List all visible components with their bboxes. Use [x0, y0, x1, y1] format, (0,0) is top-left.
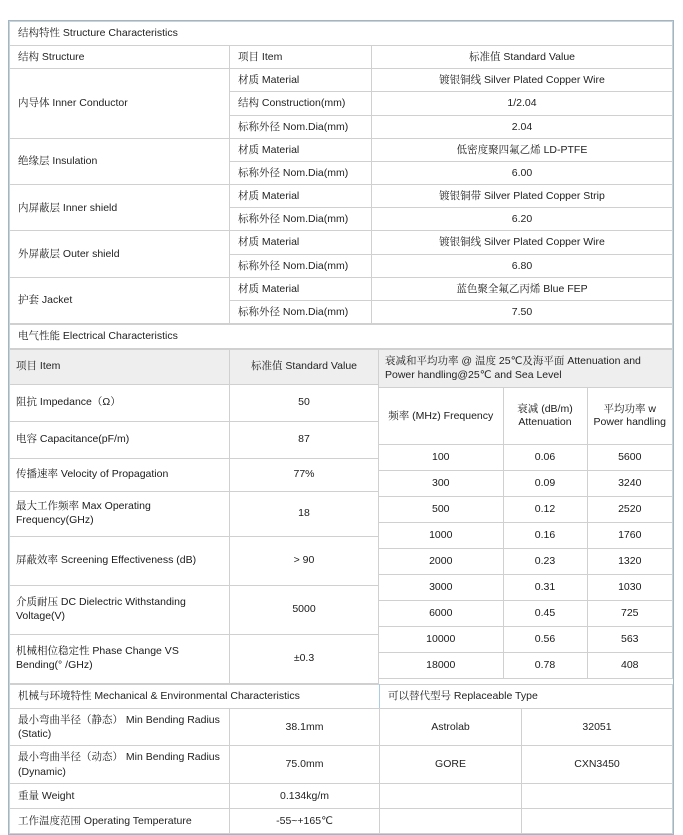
electrical-property-value: > 90 — [230, 537, 379, 586]
structure-item-value: 低密度聚四氟乙烯 LD-PTFE — [372, 138, 673, 161]
table-row — [10, 69, 673, 92]
electrical-property-value: 77% — [230, 459, 379, 492]
structure-item-label: 标称外径 Nom.Dia(mm) — [230, 254, 372, 277]
table-row — [10, 422, 379, 459]
replaceable-part-number: 32051 — [522, 709, 673, 746]
electrical-property-name — [10, 537, 230, 586]
property-name-en: Min Bending Radius (Static) — [18, 714, 220, 741]
table-row — [379, 653, 673, 679]
replaceable-part-number — [522, 808, 673, 833]
table-row — [10, 231, 673, 254]
structure-header-standard-value: 标准值 Standard Value — [372, 46, 673, 69]
power-header-en2: handling — [626, 416, 666, 429]
table-row — [10, 277, 673, 300]
electrical-property-value: 87 — [230, 422, 379, 459]
structure-item-label: 标称外径 Nom.Dia(mm) — [230, 115, 372, 138]
electrical-property-name — [10, 385, 230, 422]
structure-characteristics-table — [9, 21, 673, 324]
attenuation-value: 0.06 — [503, 445, 587, 471]
attenuation-condition-label — [379, 350, 673, 388]
frequency-value: 18000 — [379, 653, 503, 679]
power-header-en: Power — [593, 416, 624, 429]
electrical-property-value: ±0.3 — [230, 635, 379, 684]
structure-group-name: 外屏蔽层 Outer shield — [10, 231, 230, 277]
property-name-cn: 最小弯曲半径（静态） — [18, 714, 123, 727]
structure-item-label: 标称外径 Nom.Dia(mm) — [230, 161, 372, 184]
attenuation-header-frequency — [379, 388, 503, 445]
attenuation-condition-en: Attenuation and Power handling@25℃ and Sea Level — [385, 355, 641, 381]
power-value: 725 — [587, 601, 673, 627]
table-row — [10, 709, 673, 746]
frequency-value: 300 — [379, 471, 503, 497]
structure-item-value: 镀银铜线 Silver Plated Copper Wire — [372, 231, 673, 254]
electrical-characteristics-body — [9, 349, 673, 684]
electrical-property-name — [10, 422, 230, 459]
attenuation-value: 0.78 — [503, 653, 587, 679]
electrical-banner-table — [9, 324, 673, 349]
structure-item-value: 镀银铜带 Silver Plated Copper Strip — [372, 185, 673, 208]
attenuation-value: 0.45 — [503, 601, 587, 627]
table-row — [10, 385, 379, 422]
structure-item-label: 材质 Material — [230, 69, 372, 92]
attenuation-value: 0.56 — [503, 627, 587, 653]
table-row — [10, 783, 673, 808]
mechanical-property-name — [10, 709, 230, 746]
structure-column-headers — [10, 46, 673, 69]
property-name-en: Min Bending Radius (Dynamic) — [18, 751, 220, 778]
table-row — [10, 459, 379, 492]
structure-item-value: 7.50 — [372, 300, 673, 323]
attenuation-panel — [379, 349, 673, 684]
mechanical-property-name — [10, 746, 230, 783]
mechanical-property-value: 75.0mm — [230, 746, 380, 783]
attenuation-header-en: Attenuation — [518, 416, 572, 429]
property-name-cn: 屏蔽效率 Screening Effectiveness (dB) — [16, 554, 197, 567]
property-name-cn: 电容 Capacitance(pF/m) — [16, 433, 130, 446]
structure-group-name: 绝缘层 Insulation — [10, 138, 230, 184]
electrical-properties-panel — [9, 349, 379, 684]
frequency-value: 500 — [379, 497, 503, 523]
structure-group-name: 内屏蔽层 Inner shield — [10, 185, 230, 231]
table-row — [379, 549, 673, 575]
structure-header-item: 项目 Item — [230, 46, 372, 69]
attenuation-condition-header — [379, 350, 673, 388]
property-name-en: Phase Change VS Bending(° /GHz) — [16, 645, 179, 672]
electrical-property-name — [10, 459, 230, 492]
frequency-header-cn: 频率 (MHz) — [388, 409, 441, 422]
mechanical-characteristics-table — [9, 684, 673, 834]
property-name-cn: 介质耐压 DC — [16, 596, 77, 609]
frequency-value: 10000 — [379, 627, 503, 653]
electrical-property-name — [10, 586, 230, 635]
structure-item-label: 标称外径 Nom.Dia(mm) — [230, 208, 372, 231]
replaceable-brand — [380, 783, 522, 808]
table-row — [10, 746, 673, 783]
structure-group-name: 内导体 Inner Conductor — [10, 69, 230, 139]
mechanical-property-name — [10, 783, 230, 808]
table-row — [10, 138, 673, 161]
structure-item-label: 结构 Construction(mm) — [230, 92, 372, 115]
replaceable-banner-label: 可以替代型号 Replaceable Type — [380, 685, 673, 709]
structure-header-structure: 结构 Structure — [10, 46, 230, 69]
power-value: 408 — [587, 653, 673, 679]
property-name-cn: 工作温度范围 Operating Temperature — [18, 814, 192, 827]
electrical-property-value: 50 — [230, 385, 379, 422]
frequency-value: 2000 — [379, 549, 503, 575]
attenuation-condition-cn: 衰减和平均功率 @ 温度 25℃及海平面 — [385, 355, 565, 368]
frequency-value: 3000 — [379, 575, 503, 601]
mechanical-property-value: 0.134kg/m — [230, 783, 380, 808]
electrical-properties-table — [9, 349, 379, 684]
table-row — [379, 497, 673, 523]
table-row — [10, 586, 379, 635]
electrical-section-banner — [10, 325, 673, 349]
mechanical-property-name — [10, 808, 230, 833]
mechanical-banner-label: 机械与环境特性 Mechanical & Environmental Characteristics — [10, 685, 380, 709]
property-name-cn: 重量 Weight — [18, 789, 75, 802]
replaceable-part-number — [522, 783, 673, 808]
table-row — [379, 523, 673, 549]
attenuation-table — [379, 349, 673, 679]
replaceable-brand: GORE — [380, 746, 522, 783]
electrical-property-name — [10, 635, 230, 684]
structure-item-label: 材质 Material — [230, 277, 372, 300]
table-row — [379, 471, 673, 497]
structure-item-value: 1/2.04 — [372, 92, 673, 115]
frequency-value: 6000 — [379, 601, 503, 627]
structure-group-name: 护套 Jacket — [10, 277, 230, 323]
electrical-banner-label: 电气性能 Electrical Characteristics — [10, 325, 673, 349]
property-name-cn: 最小弯曲半径（动态） — [18, 751, 123, 764]
structure-item-value: 镀银铜线 Silver Plated Copper Wire — [372, 69, 673, 92]
attenuation-column-headers — [379, 388, 673, 445]
property-name-cn: 阻抗 Impedance（Ω） — [16, 396, 121, 409]
table-row — [379, 627, 673, 653]
power-value: 3240 — [587, 471, 673, 497]
property-name-en: Max Operating Frequency(GHz) — [16, 500, 151, 527]
electrical-property-name — [10, 492, 230, 537]
structure-item-label: 材质 Material — [230, 185, 372, 208]
attenuation-value: 0.31 — [503, 575, 587, 601]
replaceable-brand: Astrolab — [380, 709, 522, 746]
power-value: 5600 — [587, 445, 673, 471]
attenuation-header-attenuation — [503, 388, 587, 445]
power-value: 1760 — [587, 523, 673, 549]
power-header-cn: 平均功率 w — [603, 402, 656, 415]
table-row — [10, 808, 673, 833]
table-row — [379, 601, 673, 627]
mechanical-property-value: 38.1mm — [230, 709, 380, 746]
attenuation-header-power — [587, 388, 673, 445]
structure-banner-label: 结构特性 Structure Characteristics — [10, 22, 673, 46]
frequency-header-en: Frequency — [443, 409, 494, 422]
replaceable-brand — [380, 808, 522, 833]
table-row — [10, 635, 379, 684]
attenuation-value: 0.12 — [503, 497, 587, 523]
attenuation-value: 0.09 — [503, 471, 587, 497]
structure-item-value: 2.04 — [372, 115, 673, 138]
table-row — [379, 575, 673, 601]
property-name-cn: 最大工作频率 — [16, 500, 79, 513]
attenuation-header-cn: 衰减 (dB/m) — [517, 402, 573, 415]
table-row — [379, 445, 673, 471]
structure-item-value: 6.00 — [372, 161, 673, 184]
property-name-en: Dielectric Withstanding Voltage(V) — [16, 596, 186, 623]
structure-item-label: 标称外径 Nom.Dia(mm) — [230, 300, 372, 323]
electrical-header-standard-value: 标准值 Standard Value — [230, 350, 379, 385]
power-value: 1030 — [587, 575, 673, 601]
structure-section-banner — [10, 22, 673, 46]
power-value: 2520 — [587, 497, 673, 523]
property-name-cn: 传播速率 Velocity of Propagation — [16, 468, 169, 481]
table-row — [10, 492, 379, 537]
frequency-value: 1000 — [379, 523, 503, 549]
structure-item-value: 6.20 — [372, 208, 673, 231]
power-value: 563 — [587, 627, 673, 653]
power-value: 1320 — [587, 549, 673, 575]
table-row — [10, 185, 673, 208]
electrical-property-value: 18 — [230, 492, 379, 537]
table-row — [10, 537, 379, 586]
mechanical-property-value: -55~+165℃ — [230, 808, 380, 833]
structure-item-value: 6.80 — [372, 254, 673, 277]
property-name-cn: 机械相位稳定性 — [16, 645, 90, 658]
electrical-property-value: 5000 — [230, 586, 379, 635]
structure-item-label: 材质 Material — [230, 231, 372, 254]
attenuation-value: 0.23 — [503, 549, 587, 575]
replaceable-part-number: CXN3450 — [522, 746, 673, 783]
frequency-value: 100 — [379, 445, 503, 471]
specification-sheet — [8, 20, 674, 835]
electrical-column-headers — [10, 350, 379, 385]
attenuation-value: 0.16 — [503, 523, 587, 549]
mechanical-section-banner — [10, 685, 673, 709]
electrical-header-item: 项目 Item — [10, 350, 230, 385]
structure-item-value: 蓝色聚全氟乙丙烯 Blue FEP — [372, 277, 673, 300]
structure-item-label: 材质 Material — [230, 138, 372, 161]
